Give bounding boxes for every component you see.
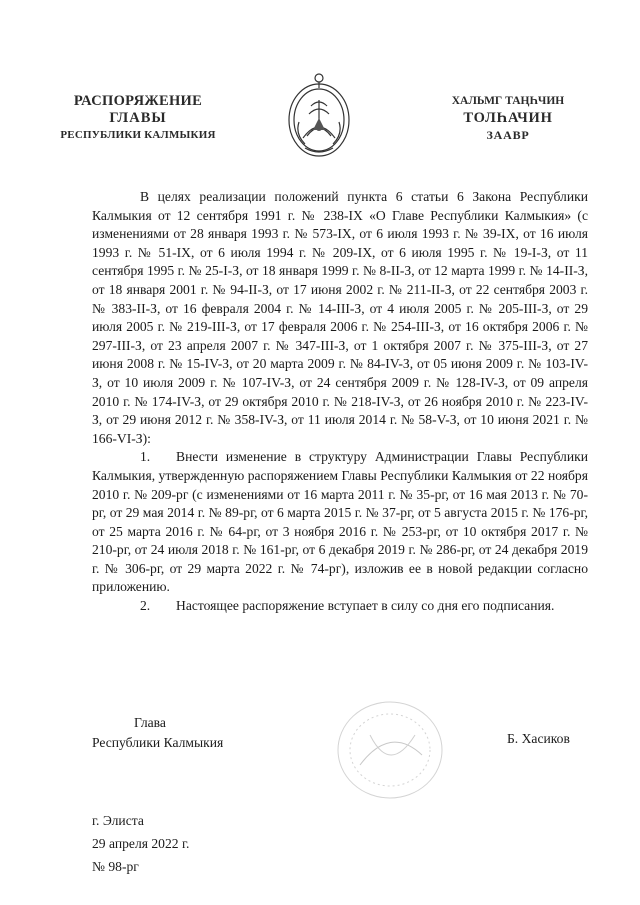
header-left-line2: ГЛАВЫ xyxy=(109,110,167,126)
footer-city: г. Элиста xyxy=(92,813,144,828)
header-left-line1: РАСПОРЯЖЕНИЕ xyxy=(73,93,203,109)
seal-stamp-icon xyxy=(330,695,450,805)
header-right-line3: ЗААВР xyxy=(486,128,530,142)
header-right-line2: ТОЛҺАЧИН xyxy=(463,110,553,126)
list-item xyxy=(92,597,588,616)
document-footer xyxy=(92,809,189,878)
header-left-line3: РЕСПУБЛИКИ КАЛМЫКИЯ xyxy=(60,129,216,141)
item-text: Настоящее распоряжение вступает в силу со дня его подписания. xyxy=(176,598,555,614)
signature-title-line2: Республики Калмыкия xyxy=(92,735,224,750)
signature-name: Б. Хасиков xyxy=(507,731,570,746)
footer-number: № 98-рг xyxy=(92,859,139,874)
emblem-icon xyxy=(283,70,355,162)
list-item xyxy=(92,448,588,597)
item-number: 1. xyxy=(140,449,151,465)
footer-date: 29 апреля 2022 г. xyxy=(92,836,190,851)
item-text: Внести изменение в структуру Администрации Главы Республики Калмыкия, утвержденную распоряжением Главы Республики Калмыкия от 22 ноября 2010 г. № 209-рг (с изменениями от 16 марта 2011 г. № 35-рг, от 16 мая 2013 г. № 70-рг, от 29 мая 2014 г. № 89-рг, от 6 марта 2015 г. № 37-рг, от 5 августа 2015 г. № 176-рг, от 25 марта 2016 г. № 64-рг, от 3 ноября 2016 г. № 253-рг, от 10 октября 2017 г. № 210-рг, от 24 июля 2018 г. № 161-рг, от 6 декабря 2019 г. № 286-рг, от 24 декабря 2019 г. № 306-рг, от 29 марта 2022 г. № 74-рг), изложив ее в новой редакции согласно приложению. xyxy=(92,449,588,595)
item-number: 2. xyxy=(140,598,151,614)
header-left xyxy=(48,93,228,144)
header-right xyxy=(448,93,568,144)
preamble-paragraph: В целях реализации положений пункта 6 статьи 6 Закона Республики Калмыкия от 12 сентября 1991 г. № 238-IX «О Главе Республики Калмыкия» (с изменениями от 28 января 1993 г. № 573-IX, от 6 июля 1993 г. № 39-IX, от 16 июля 1993 г. № 51-IX, от 6 июля 1994 г. № 209-IX, от 6 июля 1995 г. № 19-I-З, от 11 сентября 1995 г. № 25-I-З, от 18 января 1999 г. № 8-II-З, от 12 марта 1999 г. № 14-II-З, от 18 января 2001 г. № 94-II-З, от 17 июня 2002 г. № 211-II-З, от 22 сентября 2003 г. № 383-II-З, от 16 февраля 2004 г. № 14-III-З, от 4 июля 2005 г. № 205-III-З, от 29 июля 2005 г. № 219-III-З, от 17 февраля 2006 г. № 254-III-З, от 16 октября 2006 г. № 297-III-З, от 23 апреля 2007 г. № 347-III-З, от 1 октября 2007 г. № 375-III-З, от 27 июня 2008 г. № 15-IV-З, от 20 марта 2009 г. № 84-IV-З, от 05 июня 2009 г. № 103-IV-З, от 10 июля 2009 г. № 107-IV-З, от 24 сентября 2009 г. № 128-IV-З, от 09 апреля 2010 г. № 174-IV-З, от 29 октября 2010 г. № 218-IV-З, от 26 ноября 2010 г. № 223-IV-З, от 29 июня 2012 г. № 358-IV-З, от 11 июля 2014 г. № 58-V-З, от 10 июня 2021 г. № 166-VI-З): xyxy=(92,189,588,446)
document-body xyxy=(92,188,588,616)
signature-title-line1: Глава xyxy=(134,715,166,730)
signature-title xyxy=(92,713,223,753)
header-right-line1: ХАЛЬМГ ТАҢҺЧИН xyxy=(451,95,565,107)
